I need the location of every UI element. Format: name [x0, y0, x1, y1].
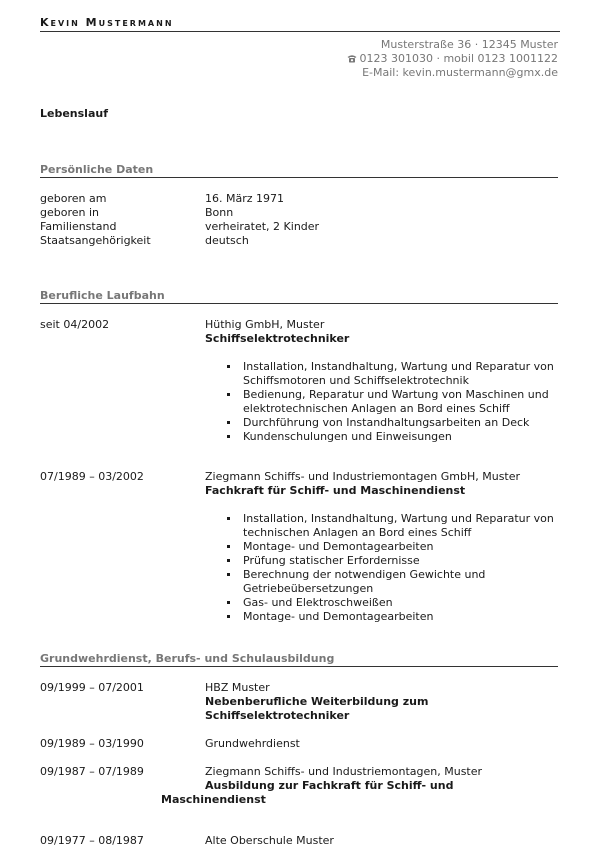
entry-body [205, 834, 560, 848]
entry-date: 09/1977 – 08/1987 [40, 834, 144, 847]
list-item: Durchführung von Instandhaltungsarbeiten an Deck [243, 416, 560, 430]
entry-role: Nebenberufliche Weiterbildung zum Schiffselektrotechniker [205, 695, 429, 722]
row-value: deutsch [205, 234, 249, 247]
phone-line [347, 52, 559, 66]
list-item: Gas- und Elektroschweißen [243, 596, 560, 610]
entry-date: 09/1999 – 07/2001 [40, 681, 144, 694]
row-value: verheiratet, 2 Kinder [205, 220, 320, 233]
duty-list [205, 360, 560, 444]
entry-date: 09/1989 – 03/1990 [40, 737, 144, 750]
row-label: geboren am [40, 192, 107, 205]
list-item: Installation, Instandhaltung, Wartung und Reparatur von Schiffsmotoren und Schiffselektrotechnik [243, 360, 560, 388]
section-heading-career: Berufliche Laufbahn [40, 289, 558, 304]
education-entry [40, 681, 560, 723]
entry-role-line: Ausbildung zur Fachkraft für Schiff- und [205, 779, 454, 792]
entry-date: seit 04/2002 [40, 318, 110, 331]
list-item: Prüfung statischer Erfordernisse [243, 554, 560, 568]
email-line: E-Mail: kevin.mustermann@gmx.de [362, 66, 558, 79]
education-entry [40, 765, 560, 807]
entry-role-line: Maschinendienst [161, 793, 266, 806]
entry-date: 09/1987 – 07/1989 [40, 765, 144, 778]
entry-date: 07/1989 – 03/2002 [40, 470, 144, 483]
entry-body [205, 765, 560, 793]
personal-row [40, 234, 560, 248]
list-item: Bedienung, Reparatur und Wartung von Maschinen und elektrotechnischen Anlagen an Bord eines Schiff [243, 388, 560, 416]
entry-employer: Hüthig GmbH, Muster [205, 318, 325, 331]
entry-role: Fachkraft für Schiff- und Maschinendienst [205, 484, 466, 497]
entry-employer: Ziegmann Schiffs- und Industriemontagen GmbH, Muster [205, 470, 521, 483]
row-value: Bonn [205, 206, 234, 219]
duty-list [205, 512, 560, 624]
entry-role: Schiffselektrotechniker [205, 332, 350, 345]
entry-institution: HBZ Muster [205, 681, 270, 694]
entry-body [205, 318, 560, 444]
document-title: Lebenslauf [40, 107, 108, 120]
row-label: geboren in [40, 206, 100, 219]
personal-row [40, 192, 560, 206]
section-heading-education: Grundwehrdienst, Berufs- und Schulausbildung [40, 652, 558, 667]
entry-institution: Ziegmann Schiffs- und Industriemontagen, Muster [205, 765, 483, 778]
address-line: Musterstraße 36 · 12345 Muster [380, 38, 558, 51]
list-item: Montage- und Demontagearbeiten [243, 610, 560, 624]
contact-block [347, 38, 559, 80]
career-entry [40, 470, 560, 624]
phone-icon [347, 54, 357, 63]
phone-numbers: 0123 301030 · mobil 0123 1001122 [359, 52, 558, 65]
entry-body [205, 737, 560, 751]
list-item: Kundenschulungen und Einweisungen [243, 430, 560, 444]
list-item: Berechnung der notwendigen Gewichte und Getriebeübersetzungen [243, 568, 560, 596]
applicant-name: Kevin Mustermann [40, 16, 560, 32]
row-value: 16. März 1971 [205, 192, 285, 205]
list-item: Montage- und Demontagearbeiten [243, 540, 560, 554]
entry-body [205, 681, 560, 723]
list-item: Installation, Instandhaltung, Wartung und Reparatur von technischen Anlagen an Bord eines Schiff [243, 512, 560, 540]
personal-data-list [40, 192, 560, 248]
section-heading-personal: Persönliche Daten [40, 163, 558, 178]
row-label: Staatsangehörigkeit [40, 234, 151, 247]
entry-institution: Grundwehrdienst [205, 737, 300, 750]
personal-row [40, 206, 560, 220]
entry-institution: Alte Oberschule Muster [205, 834, 334, 847]
row-label: Familienstand [40, 220, 117, 233]
career-entry [40, 318, 560, 444]
education-entry [40, 737, 560, 751]
education-entry [40, 834, 560, 848]
entry-body [205, 470, 560, 624]
personal-row [40, 220, 560, 234]
